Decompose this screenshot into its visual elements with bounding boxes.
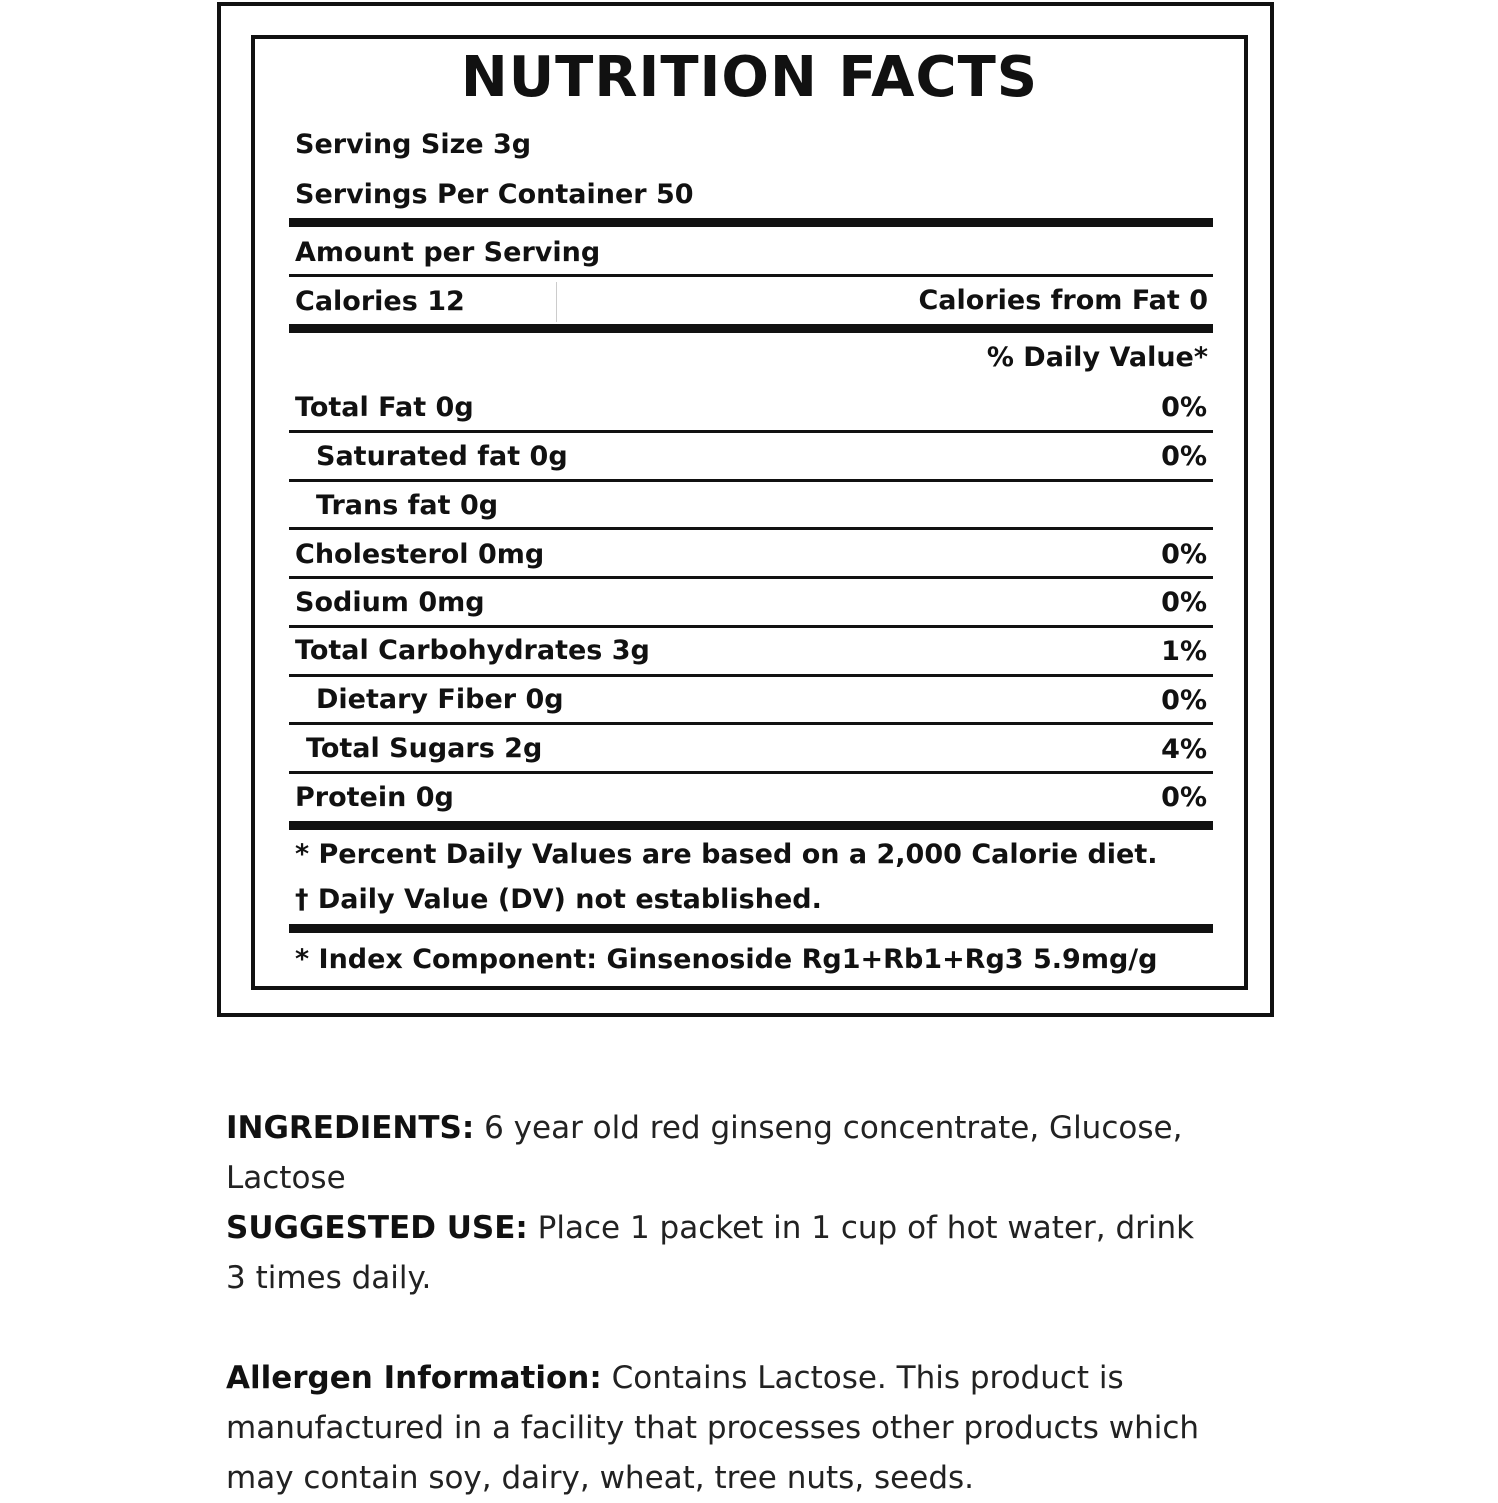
divider: [289, 274, 1213, 277]
footnote-daily-values: * Percent Daily Values are based on a 2,000 Calorie diet.: [295, 839, 1158, 870]
amount-per-serving: Amount per Serving: [295, 237, 601, 268]
nutrient-dv: 0%: [1161, 441, 1207, 472]
divider: [289, 625, 1213, 628]
allergen-text: Contains Lactose. This product is manufactured in a facility that processes other products which may contain soy, dairy, wheat, tree nuts, seeds.: [226, 1360, 1200, 1496]
nutrient-name: Total Carbohydrates 3g: [295, 635, 650, 666]
nutrient-name: Cholesterol 0mg: [295, 539, 545, 570]
calories: Calories 12: [295, 286, 465, 317]
nutrient-dv: 0%: [1161, 782, 1207, 813]
nutrient-dv: 0%: [1161, 392, 1207, 423]
ingredients-heading: INGREDIENTS:: [226, 1110, 475, 1146]
nutrient-name: Total Sugars 2g: [306, 733, 543, 764]
divider-thick: [289, 218, 1213, 227]
nutrient-dv: 0%: [1161, 685, 1207, 716]
nutrient-name: Total Fat 0g: [295, 392, 474, 423]
divider-thick: [289, 324, 1213, 333]
index-component: * Index Component: Ginsenoside Rg1+Rb1+Rg3 5.9mg/g: [295, 944, 1158, 975]
suggested-use: [226, 1203, 1206, 1303]
nutrient-dv: 4%: [1161, 734, 1207, 765]
daily-value-header: % Daily Value*: [986, 342, 1208, 373]
nutrient-dv: 0%: [1161, 587, 1207, 618]
ingredients: [226, 1103, 1276, 1203]
nutrient-dv: 1%: [1161, 636, 1207, 667]
calories-from-fat: Calories from Fat 0: [918, 285, 1208, 316]
nutrient-name: Sodium 0mg: [295, 587, 485, 618]
label-title: NUTRITION FACTS: [460, 45, 1039, 110]
divider: [289, 674, 1213, 677]
serving-size: Serving Size 3g: [295, 129, 532, 160]
ingredients-text: 6 year old red ginseng concentrate, Glucose, Lactose: [226, 1110, 1183, 1196]
divider: [289, 722, 1213, 725]
suggested-use-text: Place 1 packet in 1 cup of hot water, drink 3 times daily.: [226, 1210, 1195, 1296]
divider: [289, 771, 1213, 774]
divider: [289, 479, 1213, 482]
divider: [289, 430, 1213, 433]
allergen-heading: Allergen Information:: [226, 1360, 602, 1396]
nutrient-name: Saturated fat 0g: [316, 441, 568, 472]
column-divider: [556, 282, 557, 322]
nutrient-name: Dietary Fiber 0g: [316, 684, 564, 715]
nutrient-dv: 0%: [1161, 539, 1207, 570]
divider: [289, 527, 1213, 530]
servings-per-container: Servings Per Container 50: [295, 179, 694, 210]
divider: [289, 576, 1213, 579]
nutrient-name: Protein 0g: [295, 782, 454, 813]
allergen-information: [226, 1353, 1266, 1503]
divider-thick: [289, 924, 1213, 933]
suggested-use-heading: SUGGESTED USE:: [226, 1210, 528, 1246]
footnote-dv-not-established: † Daily Value (DV) not established.: [295, 884, 822, 915]
nutrient-name: Trans fat 0g: [316, 490, 499, 521]
divider-thick: [289, 821, 1213, 830]
